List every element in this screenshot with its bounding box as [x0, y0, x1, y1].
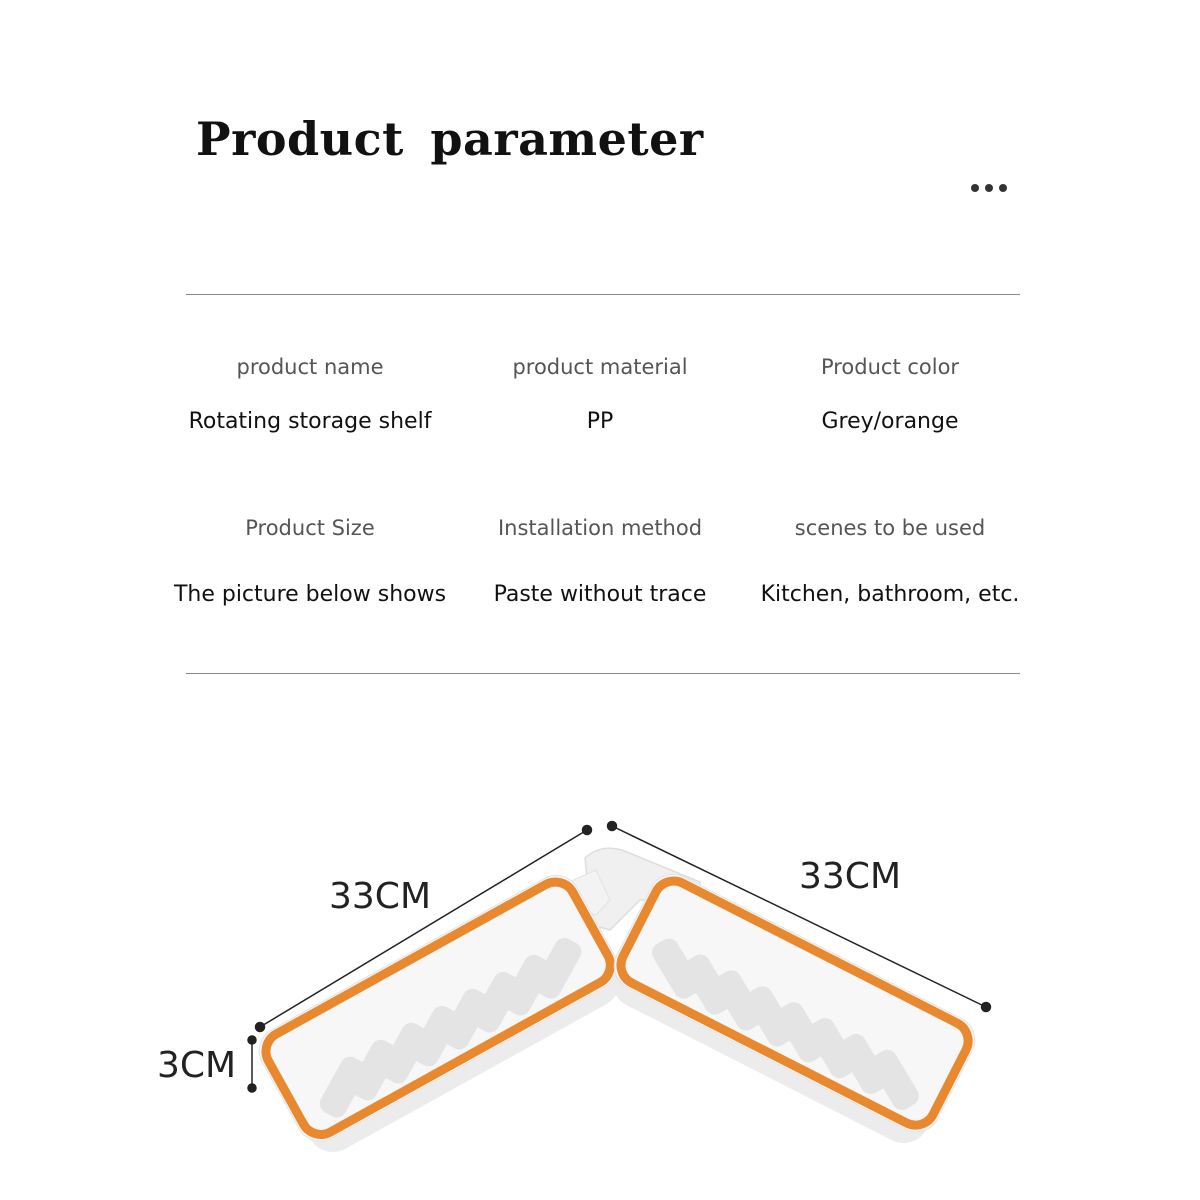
- param-label: Installation method: [497, 516, 703, 540]
- right-tray: [599, 866, 983, 1154]
- param-value: Kitchen, bathroom, etc.: [760, 582, 1020, 607]
- dimension-right-length: 33CM: [799, 856, 902, 897]
- param-label: product material: [512, 355, 688, 379]
- param-value: Grey/orange: [821, 409, 959, 434]
- left-tray: [251, 867, 634, 1164]
- param-value: PP: [586, 409, 614, 434]
- dimension-left-length: 33CM: [329, 876, 432, 917]
- param-label: product name: [236, 355, 384, 379]
- page-title: Product parameter: [196, 112, 704, 166]
- param-label: scenes to be used: [794, 516, 986, 540]
- param-label: Product Size: [245, 516, 375, 540]
- param-value: Rotating storage shelf: [188, 409, 432, 434]
- param-value: The picture below shows: [173, 582, 447, 607]
- dimension-height: 3CM: [157, 1045, 237, 1086]
- param-value: Paste without trace: [493, 582, 707, 607]
- param-label: Product color: [820, 355, 960, 379]
